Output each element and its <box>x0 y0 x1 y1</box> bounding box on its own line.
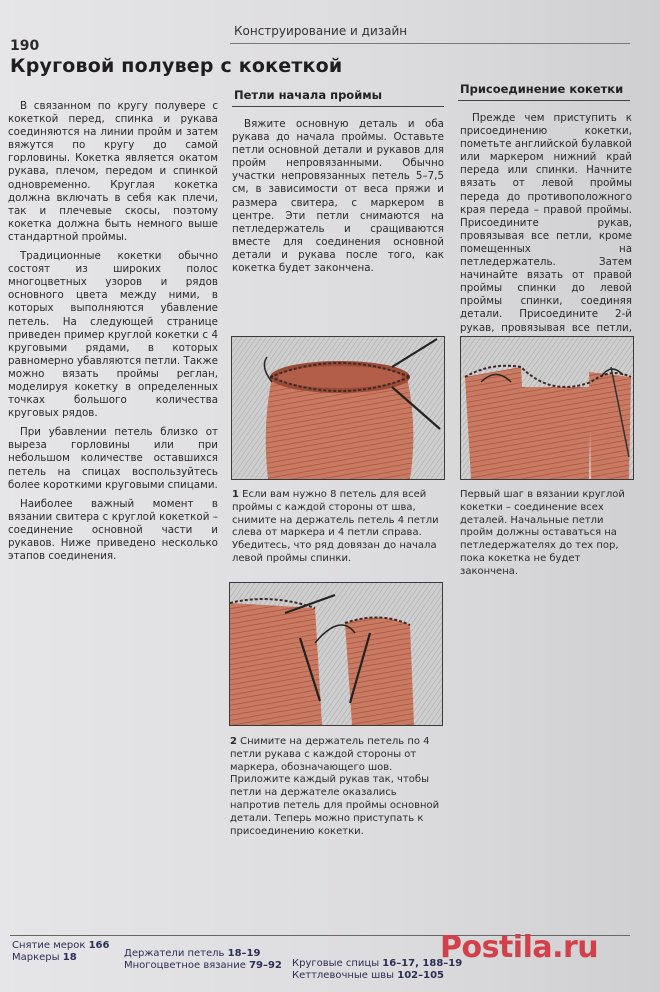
illustration-body-armhole <box>231 336 445 480</box>
figure-caption-text: Первый шаг в вязании круглой кокетки – соединение всех деталей. Начальные петли пройм должны оставаться на петледержателях до тех пор, пока кокетка не будет закончена. <box>460 489 625 577</box>
intro-paragraph: В связанном по кругу полувере с кокеткой перед, спинка и рукава соединяются на линии пройм и затем вяжутся по кругу до самой горловины. Кокетка является окатом рукава, плечом, передом и спинкой одновременно. Круглая кокетка должна включать в себя как плечи, так и плечевые скосы, поэтому кокетка должна быть немного выше стандартной проймы. <box>8 100 218 243</box>
header-rule <box>230 43 630 44</box>
intro-paragraph: Традиционные кокетки обычно состоят из широких полос многоцветных узоров и рядов основного цвета между ними, в которых выполняются убавление петель. На следующей странице приведен пример круглой кокетки с 4 круговыми рядами, в которых равномерно убавляются петли. Также можно вязать проймы реглан, моделируя кокетку в определенных точках большого количества круговых рядов. <box>8 250 218 420</box>
page-number: 190 <box>10 38 40 54</box>
crossref-item[interactable]: Многоцветное вязание 79–92 <box>124 960 282 971</box>
crossref-item[interactable]: Снятие мерок 166 <box>12 940 110 951</box>
running-header: Конструирование и дизайн <box>234 24 408 38</box>
figure-caption-3 <box>460 489 632 579</box>
section-rule <box>458 100 630 101</box>
footer-crossref-col3 <box>292 958 462 982</box>
section-rule <box>232 106 444 107</box>
intro-paragraph: Наиболее важный момент в вязании свитера с круглой кокеткой – соединение основной части и рукавов. Ниже приведено несколько этапов соединения. <box>8 497 218 563</box>
armhole-text: Вяжите основную деталь и оба рукава до начала проймы. Оставьте петли основной детали и рукавов для пройм непровязанными. Обычно участки непровязанных петель 5–7,5 см, в зависимости от веса пряжи и размера свитера, с маркером в центре. Эти петли снимаются на петледержатель и сращиваются вместе для соединения основной детали и рукава после того, как кокетка будет закончена. <box>232 118 444 275</box>
figure-number: 2 <box>230 736 237 747</box>
crossref-item[interactable]: Маркеры 18 <box>12 952 77 963</box>
figure-number: 1 <box>232 489 239 500</box>
illustration-sleeve-holder <box>229 582 443 726</box>
yoke-text: Прежде чем приступить к присоединению кокетки, пометьте английской булавкой или маркером нижний край переда или спинки. Начните вязать от левой проймы переда до противоположного края переда – правой проймы. Присоедините рукав, провязывая все петли, кроме помещенных на петледержатель. Затем начинайте вязать от правой проймы спинки до левой проймы спинки, соединяя детали. Присоедините 2-й рукав, провязывая все петли, <box>460 112 632 334</box>
watermark-logo: Postila.ru <box>440 930 599 965</box>
intro-paragraph: При убавлении петель близко от выреза горловины или при небольшом количестве оставшихся петель на спицах воспользуйтесь более короткими круговыми спицами. <box>8 426 218 491</box>
figure-caption-text: Снимите на держатель петель по 4 петли рукава с каждой стороны от маркера, обозначающего шов. Приложите каждый рукав так, чтобы петли на держателе оказались напротив петель для проймы основной детали. Теперь можно приступать к присоединению кокетки. <box>230 736 440 837</box>
crossref-item[interactable]: Круговые спицы 16–17, 188–19 <box>292 958 463 969</box>
figure-caption-1 <box>232 489 444 566</box>
footer-crossref-col1 <box>12 940 109 964</box>
page-title: Круговой полувер с кокеткой <box>10 55 343 77</box>
crossref-item[interactable]: Держатели петель 18–19 <box>124 948 261 959</box>
section-title-yoke: Присоединение кокетки <box>460 82 624 96</box>
section-title-armhole: Петли начала проймы <box>234 88 383 102</box>
figure-caption-text: Если вам нужно 8 петель для всей проймы с каждой стороны от шва, снимите на держатель петель 4 петли слева от маркера и 4 петли справа. Убедитесь, что ряд довязан до начала левой проймы спинки. <box>232 489 439 564</box>
figure-caption-2 <box>230 736 442 838</box>
armhole-column <box>232 118 444 281</box>
intro-column <box>8 100 218 569</box>
footer-crossref-col2 <box>124 948 282 972</box>
crossref-item[interactable]: Кеттлевочные швы 102–105 <box>292 970 445 981</box>
illustration-joining-parts <box>460 336 634 480</box>
